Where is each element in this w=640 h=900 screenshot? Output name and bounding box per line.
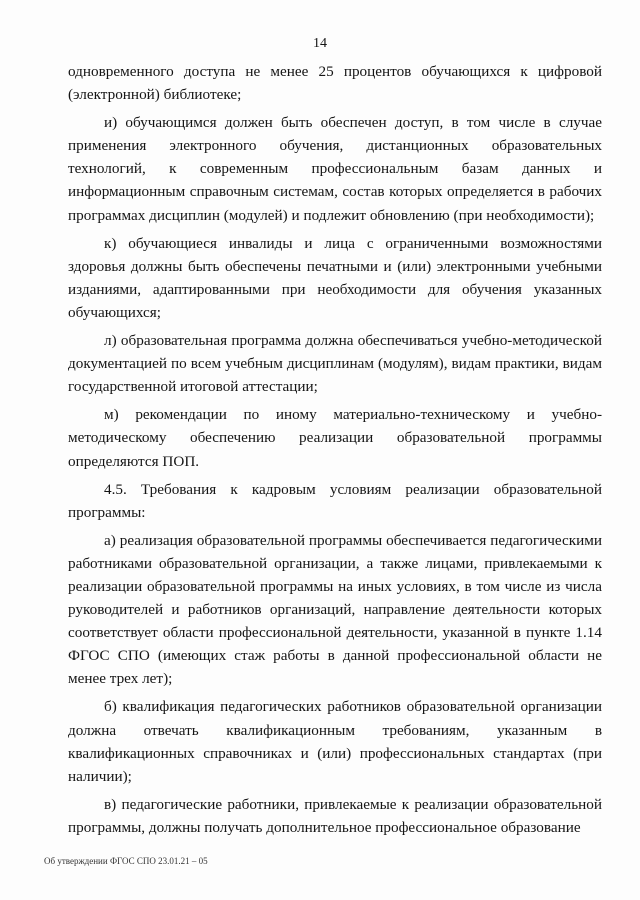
section-heading-4-5: 4.5. Требования к кадровым условиям реализации образовательной программы: <box>68 480 602 521</box>
paragraph-item-i: и) обучающимся должен быть обеспечен доступ, в том числе в случае применения электронного обучения, дистанционных образовательных технологий, к современным профессиональным базам данных и информационным справочным системам, состав которых определяется в рабочих программах дисциплин (модулей) и подлежит обновлению (при необходимости); <box>68 114 602 224</box>
page-footer: Об утверждении ФГОС СПО 23.01.21 – 05 <box>44 856 208 866</box>
page-number: 14 <box>313 36 327 51</box>
document-body <box>68 60 602 844</box>
paragraph-item-v: в) педагогические работники, привлекаемые к реализации образовательной программы, должны получать дополнительное профессиональное образование <box>68 795 602 836</box>
paragraph-item-k: к) обучающиеся инвалиды и лица с ограниченными возможностями здоровья должны быть обеспечены печатными и (или) электронными учебными изданиями, адаптированными при необходимости для обучения указанных обучающихся; <box>68 234 602 321</box>
paragraph-continuation: одновременного доступа не менее 25 процентов обучающихся к цифровой (электронной) библиотеке; <box>68 63 602 104</box>
paragraph-item-b: б) квалификация педагогических работников образовательной организации должна отвечать квалификационным требованиям, указанным в квалификационных справочниках и (или) профессиональных стандартах (при наличии); <box>68 698 602 785</box>
paragraph-item-l: л) образовательная программа должна обеспечиваться учебно-методической документацией по всем учебным дисциплинам (модулям), видам практики, видам государственной итоговой аттестации; <box>68 332 602 396</box>
paragraph-item-m: м) рекомендации по иному материально-техническому и учебно-методическому обеспечению реализации образовательной программы определяются ПОП. <box>68 406 602 470</box>
paragraph-item-a: а) реализация образовательной программы обеспечивается педагогическими работниками образовательной организации, а также лицами, привлекаемыми к реализации образовательной программы на иных условиях, в том числе из числа руководителей и работников организаций, направление деятельности которых соответствует области профессиональной деятельности, указанной в пункте 1.14 ФГОС СПО (имеющих стаж работы в данной профессиональной области не менее трех лет); <box>68 531 602 688</box>
